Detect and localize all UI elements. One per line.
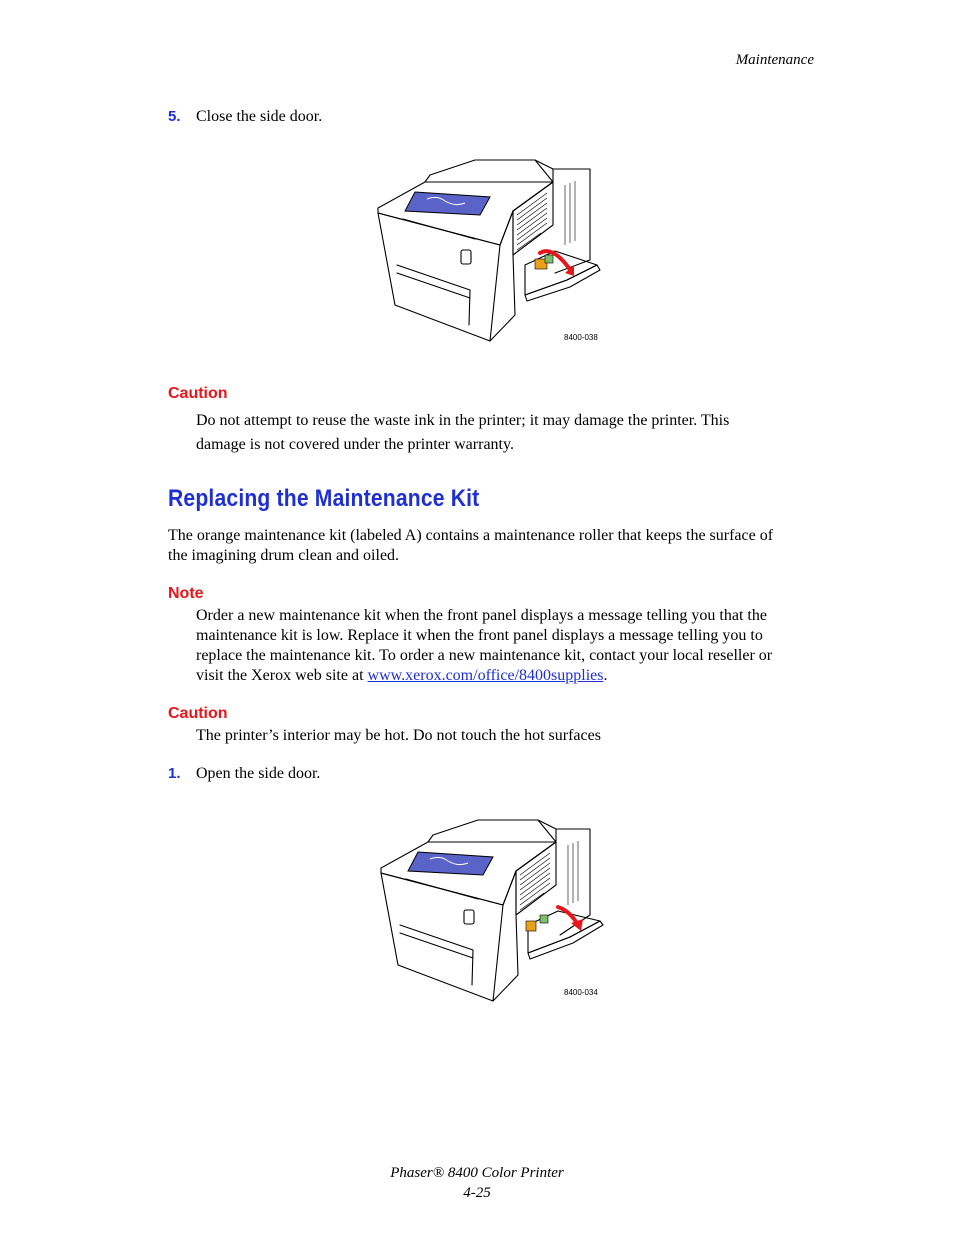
caution-text: The printer’s interior may be hot. Do not touch the hot surfaces xyxy=(196,727,601,744)
step-text: Open the side door. xyxy=(196,765,321,782)
figure-code: 8400-034 xyxy=(564,988,598,997)
note-line: replace the maintenance kit. To order a new maintenance kit, contact your local reseller or xyxy=(196,647,773,664)
running-head: Maintenance xyxy=(735,52,814,68)
caution-label: Caution xyxy=(168,705,228,722)
note-line-prefix: visit the Xerox web site at xyxy=(196,667,368,684)
step-number: 1. xyxy=(168,765,181,782)
footer-page-number: 4-25 xyxy=(463,1185,491,1201)
note-line xyxy=(196,666,607,686)
printer-illustration-open-door xyxy=(378,815,608,1005)
note-line-suffix: . xyxy=(603,667,608,684)
footer-product: Phaser® 8400 Color Printer xyxy=(390,1165,564,1181)
intro-line: The orange maintenance kit (labeled A) contains a maintenance roller that keeps the surface of xyxy=(168,527,774,544)
note-line: Order a new maintenance kit when the front panel displays a message telling you that the xyxy=(196,607,767,624)
caution-text-line: damage is not covered under the printer warranty. xyxy=(196,436,514,453)
xerox-supplies-link[interactable]: www.xerox.com/office/8400supplies xyxy=(367,667,604,684)
intro-line: the imagining drum clean and oiled. xyxy=(168,547,400,564)
caution-text-line: Do not attempt to reuse the waste ink in the printer; it may damage the printer. This xyxy=(196,412,730,429)
printer-drawing xyxy=(378,815,608,1005)
figure-code: 8400-038 xyxy=(564,333,598,342)
caution-label: Caution xyxy=(168,385,228,402)
printer-drawing xyxy=(375,155,605,345)
note-label: Note xyxy=(168,585,204,602)
note-line: maintenance kit is low. Replace it when the front panel displays a message telling you to xyxy=(196,627,763,644)
step-number: 5. xyxy=(168,108,181,125)
section-title: Replacing the Maintenance Kit xyxy=(168,485,480,512)
printer-illustration-close-door xyxy=(375,155,605,345)
step-text: Close the side door. xyxy=(196,108,323,125)
